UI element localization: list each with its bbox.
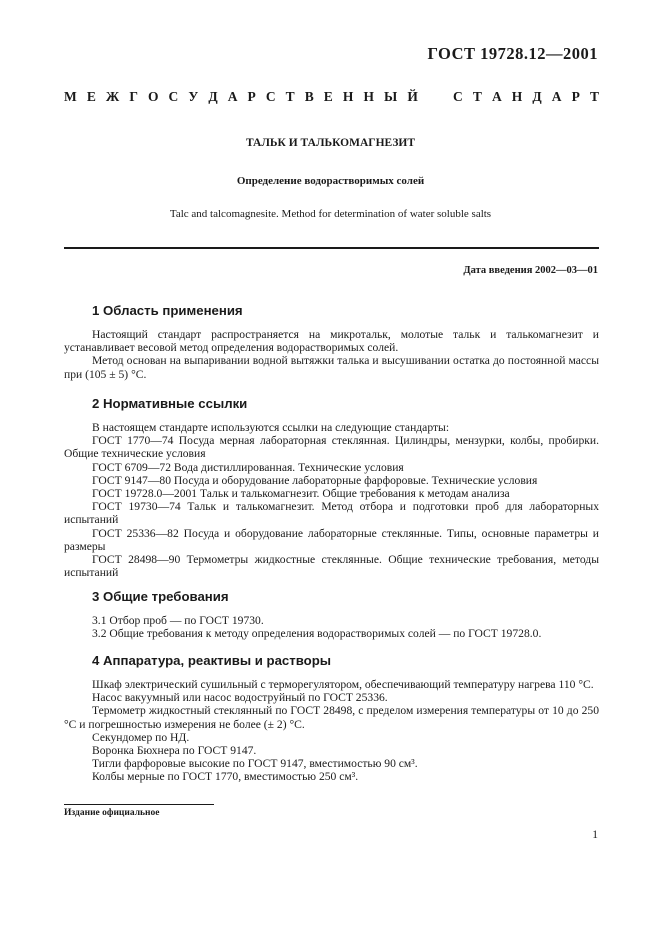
banner-letter: В <box>304 89 314 104</box>
document-subtitle: Определение водорастворимых солей <box>236 175 425 187</box>
section-heading: 2 Нормативные ссылки <box>92 396 248 411</box>
banner-letter: У <box>188 89 199 104</box>
paragraph: Колбы мерные по ГОСТ 1770, вместимостью 250 см³. <box>92 770 359 784</box>
reference-item: ГОСТ 6709—72 Вода дистиллированная. Технические условия <box>92 460 404 474</box>
banner-letter: Т <box>472 89 482 104</box>
banner-letter: С <box>168 89 179 104</box>
paragraph: 3.2 Общие требования к методу определения водорастворимых солей — по ГОСТ 19728.0. <box>92 627 542 641</box>
section-heading: 4 Аппаратура, реактивы и растворы <box>92 653 332 668</box>
banner-letter: Д <box>208 89 218 104</box>
header-divider <box>64 247 599 249</box>
banner-letter: О <box>147 89 159 104</box>
edition-note: Издание официальное <box>64 808 160 818</box>
reference-item: ГОСТ 28498—90 Термометры жидкостные стеклянные. Общие технические требования, методы испытаний <box>64 553 599 580</box>
banner-letter: М <box>64 89 77 104</box>
banner-letter: Е <box>86 89 96 104</box>
reference-item: ГОСТ 1770—74 Посуда мерная лабораторная стеклянная. Цилиндры, мензурки, колбы, пробирки. Общие технические условия <box>64 434 599 461</box>
paragraph: Тигли фарфоровые высокие по ГОСТ 9147, вместимостью 90 см³. <box>92 757 418 771</box>
banner-letter: Р <box>247 89 256 104</box>
reference-item: ГОСТ 19730—74 Тальк и талькомагнезит. Метод отбора и подготовки проб для лабораторных испытаний <box>64 500 599 527</box>
introduction-date: Дата введения 2002—03—01 <box>463 265 598 276</box>
banner-letter: Д <box>532 89 542 104</box>
section-apparatus-reagents <box>64 653 599 784</box>
banner-letter: С <box>453 89 463 104</box>
banner-letter: Й <box>407 89 418 104</box>
banner-letter: Ж <box>105 89 120 104</box>
section-general-requirements <box>64 589 599 640</box>
document-english-title: Talc and talcomagnesite. Method for determination of water soluble salts <box>169 208 492 220</box>
banner-letter: Г <box>129 89 138 104</box>
banner-letter: А <box>227 89 238 104</box>
banner-letter: А <box>551 89 562 104</box>
banner-letter: Е <box>323 89 333 104</box>
banner-letter: А <box>491 89 502 104</box>
interstate-standard-banner <box>64 89 599 105</box>
banner-letter: Р <box>571 89 580 104</box>
paragraph: Секундомер по НД. <box>92 730 190 744</box>
reference-item: ГОСТ 9147—80 Посуда и оборудование лабораторные фарфоровые. Технические условия <box>92 473 538 487</box>
banner-letter: Н <box>511 89 523 104</box>
paragraph: Термометр жидкостный стеклянный по ГОСТ 28498, с пределом измерения температуры от 10 до 250 °С и погрешностью измерения не более (± 2) °С. <box>64 704 599 731</box>
section-scope <box>64 303 599 381</box>
section-heading: 1 Область применения <box>92 303 243 318</box>
section-normative-references <box>64 396 599 579</box>
banner-letter: Н <box>342 89 354 104</box>
paragraph: 3.1 Отбор проб — по ГОСТ 19730. <box>92 614 264 627</box>
banner-letter: Т <box>589 89 599 104</box>
paragraph: Метод основан на выпаривании водной вытяжки талька и высушивании остатка до постоянной массы при (105 ± 5) °С. <box>64 354 599 381</box>
banner-letter: Ы <box>384 89 398 104</box>
section-heading: 3 Общие требования <box>92 589 229 604</box>
gost-number: ГОСТ 19728.12—2001 <box>427 44 598 63</box>
banner-letter: С <box>265 89 276 104</box>
document-title: ТАЛЬК И ТАЛЬКОМАГНЕЗИТ <box>245 137 416 149</box>
interstate-word-1 <box>64 89 418 105</box>
paragraph: В настоящем стандарте используются ссылки на следующие стандарты: <box>92 421 450 434</box>
interstate-word-2 <box>453 89 599 105</box>
banner-letter: Т <box>285 89 295 104</box>
banner-letter: Н <box>363 89 374 104</box>
paragraph: Шкаф электрический сушильный с терморегулятором, обеспечивающий температуру нагрева 110 °С. <box>92 678 594 691</box>
reference-item: ГОСТ 19728.0—2001 Тальк и талькомагнезит. Общие требования к методам анализа <box>92 487 510 501</box>
paragraph: Воронка Бюхнера по ГОСТ 9147. <box>92 744 257 758</box>
reference-item: ГОСТ 25336—82 Посуда и оборудование лабораторные стеклянные. Типы, основные параметры и размеры <box>64 526 599 553</box>
paragraph: Насос вакуумный или насос водоструйный по ГОСТ 25336. <box>92 691 388 705</box>
footer-divider <box>64 804 214 805</box>
paragraph: Настоящий стандарт распространяется на микротальк, молотые тальк и талькомагнезит и устанавливает весовой метод определения водорастворимых солей. <box>64 328 599 355</box>
page-number: 1 <box>592 829 598 841</box>
